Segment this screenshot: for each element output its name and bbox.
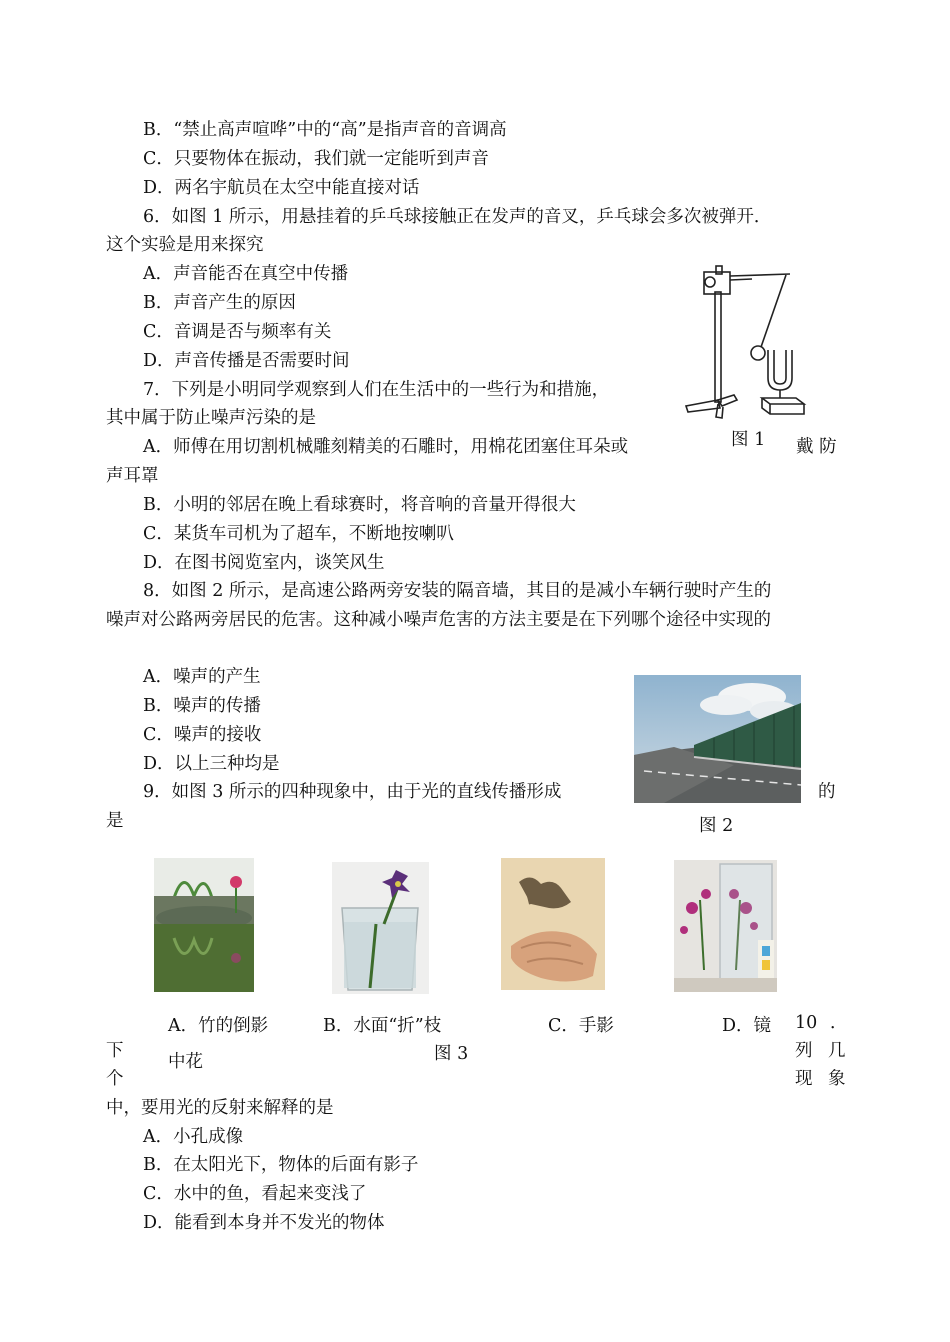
q10-option-c: C．水中的鱼，看起来变浅了 bbox=[143, 1184, 367, 1204]
figure-1-tuning-fork bbox=[682, 262, 810, 422]
figure-3c-hand-shadow-photo bbox=[501, 858, 605, 990]
figure-2-noise-barrier-photo bbox=[634, 675, 801, 803]
q10-frag-lie: 列 bbox=[795, 1041, 813, 1061]
figure-2-caption: 图 2 bbox=[699, 816, 734, 836]
q8-option-a: A．噪声的产生 bbox=[143, 667, 261, 687]
q10-option-b: B．在太阳光下，物体的后面有影子 bbox=[143, 1155, 419, 1175]
q9-stem-tail: 的 bbox=[818, 782, 836, 802]
q5-option-c: C．只要物体在振动，我们就一定能听到声音 bbox=[143, 149, 489, 169]
figure-3-label-a-line2: 中花 bbox=[168, 1052, 203, 1072]
q7-option-a-line2: 声耳罩 bbox=[106, 466, 159, 486]
q9-stem-line1: 9．如图 3 所示的四种现象中，由于光的直线传播形成 bbox=[143, 782, 562, 802]
q8-option-b: B．噪声的传播 bbox=[143, 696, 261, 716]
q8-stem-line2: 噪声对公路两旁居民的危害。这种减小噪声危害的方法主要是在下列哪个途径中实现的 bbox=[106, 610, 771, 630]
figure-3-label-b: B．水面“折”枝 bbox=[323, 1016, 442, 1036]
q7-option-c: C．某货车司机为了超车，不断地按喇叭 bbox=[143, 524, 454, 544]
figure-3-label-a-line1: A．竹的倒影 bbox=[168, 1016, 269, 1036]
q7-stem-line2: 其中属于防止噪声污染的是 bbox=[106, 408, 316, 428]
q10-option-a: A．小孔成像 bbox=[143, 1127, 244, 1147]
q10-option-d: D．能看到本身并不发光的物体 bbox=[143, 1213, 385, 1233]
q10-frag-ji: 几 bbox=[828, 1041, 846, 1061]
q8-option-c: C．噪声的接收 bbox=[143, 725, 262, 745]
q6-option-c: C．音调是否与频率有关 bbox=[143, 322, 332, 342]
q8-stem-line1: 8．如图 2 所示，是高速公路两旁安装的隔音墙，其目的是减小车辆行驶时产生的 bbox=[143, 581, 772, 601]
q6-stem-line2: 这个实验是用来探究 bbox=[106, 235, 264, 255]
q6-stem-line1: 6．如图 1 所示，用悬挂着的乒乓球接触正在发声的音叉，乒乓球会多次被弹开． bbox=[143, 207, 772, 227]
q7-stem-line1: 7．下列是小明同学观察到人们在生活中的一些行为和措施， bbox=[143, 380, 610, 400]
q9-stem-line2: 是 bbox=[106, 811, 124, 831]
q10-dot: ． bbox=[830, 1013, 848, 1033]
figure-3a-bamboo-reflection-photo bbox=[154, 858, 254, 992]
q10-frag-xian: 现 bbox=[795, 1069, 813, 1089]
q7-option-a-tail: 戴 防 bbox=[796, 437, 837, 457]
q10-frag-xia: 下 bbox=[106, 1041, 124, 1061]
q7-option-d: D．在图书阅览室内，谈笑风生 bbox=[143, 553, 385, 573]
q6-option-d: D．声音传播是否需要时间 bbox=[143, 351, 350, 371]
q5-option-d: D．两名宇航员在太空中能直接对话 bbox=[143, 178, 420, 198]
q10-frag-xiang: 象 bbox=[828, 1069, 846, 1089]
q6-option-a: A．声音能否在真空中传播 bbox=[143, 264, 349, 284]
figure-1-caption: 图 1 bbox=[731, 430, 766, 450]
figure-3b-branch-in-water-photo bbox=[332, 862, 429, 994]
q8-option-d: D．以上三种均是 bbox=[143, 754, 280, 774]
q7-option-b: B．小明的邻居在晚上看球赛时，将音响的音量开得很大 bbox=[143, 495, 576, 515]
q10-stem: 中，要用光的反射来解释的是 bbox=[106, 1098, 334, 1118]
figure-3-label-d: D．镜 bbox=[722, 1016, 772, 1036]
q10-number: 10 bbox=[795, 1013, 818, 1033]
q6-option-b: B．声音产生的原因 bbox=[143, 293, 296, 313]
q5-option-b: B．“禁止高声喧哗”中的“高”是指声音的音调高 bbox=[143, 120, 507, 140]
figure-3-label-c: C．手影 bbox=[548, 1016, 614, 1036]
figure-3-caption: 图 3 bbox=[434, 1044, 469, 1064]
q7-option-a-line1: A．师傅在用切割机械雕刻精美的石雕时，用棉花团塞住耳朵或 bbox=[143, 437, 629, 457]
q10-frag-ge: 个 bbox=[106, 1069, 124, 1089]
figure-3d-flower-in-mirror-photo bbox=[674, 860, 777, 992]
